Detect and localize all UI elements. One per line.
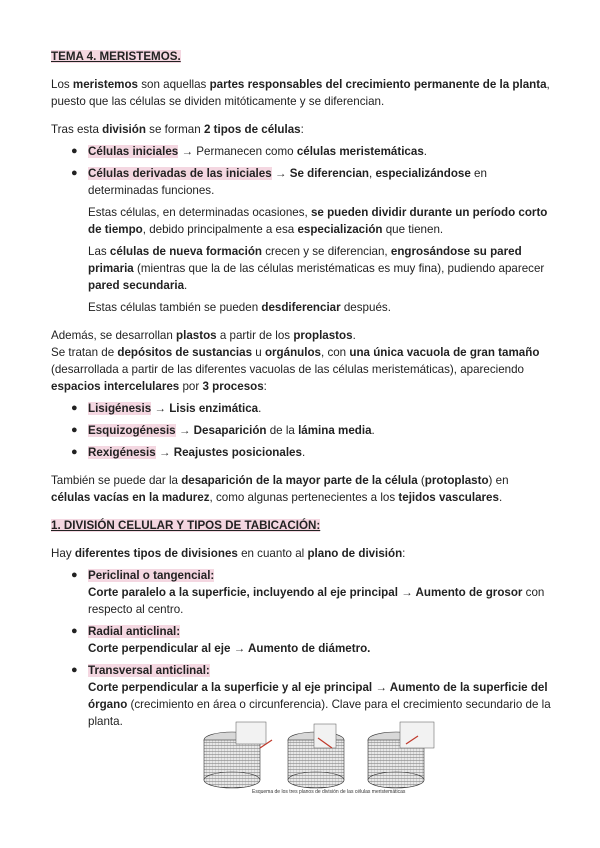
bold-text: Corte perpendicular a la superficie y al eje principal → Aumento de la superficie del órgano — [88, 681, 548, 711]
highlight-term: Rexigénesis — [88, 446, 156, 459]
text: Hay — [51, 547, 75, 560]
list-item — [51, 567, 551, 618]
document-page — [51, 48, 551, 730]
bullet-icon: ● — [71, 424, 78, 436]
list-item — [51, 165, 551, 199]
text: (mientras que la de las células meristématicas es muy fina), pudiendo aparecer — [133, 262, 545, 275]
page-title: TEMA 4. MERISTEMOS. — [51, 50, 181, 63]
text: También se puede dar la — [51, 474, 182, 487]
bullet-icon: ● — [71, 145, 78, 157]
bold-text: Reajustes posicionales — [173, 446, 302, 459]
bold-text: especialización — [297, 223, 383, 236]
text: , puesto que las células se dividen mitóticamente y se diferencian. — [51, 78, 550, 108]
text: . — [258, 402, 262, 415]
bold-text: células vacías en la madurez — [51, 491, 210, 504]
periclinal-cylinder-illustration — [204, 722, 272, 788]
arrow: → — [271, 167, 290, 180]
text: u — [252, 346, 265, 359]
bold-text: depósitos de sustancias — [117, 346, 253, 359]
list-item — [51, 143, 551, 160]
text: . — [301, 446, 306, 459]
bold-text: protoplasto — [424, 474, 489, 487]
derivadas-paragraph-2 — [51, 243, 551, 294]
text: con respecto al centro. — [88, 586, 545, 616]
bold-text: Se diferencian — [289, 167, 369, 180]
highlight-term: Radial anticlinal: — [88, 625, 181, 638]
text: . — [498, 491, 503, 504]
text: . — [184, 279, 188, 292]
text: después. — [340, 301, 391, 314]
section-intro — [51, 545, 551, 562]
bold-text: plano de división — [307, 547, 403, 560]
text: Además, se desarrollan — [51, 329, 177, 342]
text: Estas células también se pueden — [88, 301, 262, 314]
text: Tras esta — [51, 123, 103, 136]
highlight-term: Periclinal o tangencial: — [88, 569, 215, 582]
text: . — [352, 329, 356, 342]
bold-text: Lisis enzimática — [169, 402, 259, 415]
list-item — [51, 422, 551, 439]
text: (desarrollada a partir de las diferentes vacuolas de las células meristemáticas), apareciendo — [51, 363, 525, 376]
highlight-term: Células iniciales — [88, 145, 179, 158]
bullet-icon: ● — [71, 167, 78, 179]
bold-text: engrosándose su pared primaria — [88, 245, 522, 275]
list-item — [51, 444, 551, 461]
highlight-term: Transversal anticlinal: — [88, 664, 210, 677]
bold-text: Corte perpendicular al eje → Aumento de diámetro. — [88, 642, 371, 655]
text: ( — [417, 474, 425, 487]
bold-text: lámina media — [298, 424, 372, 437]
text: . — [371, 424, 375, 437]
intro-paragraph — [51, 76, 551, 110]
plastos-paragraph — [51, 327, 551, 395]
radial-cylinder-illustration — [288, 724, 344, 788]
text: Permanecen como — [196, 145, 297, 158]
transversal-cylinder-illustration — [368, 722, 434, 788]
desaparicion-paragraph — [51, 472, 551, 506]
text: son aquellas — [138, 78, 210, 91]
bold-text: meristemos — [72, 78, 139, 91]
bold-text: proplastos — [293, 329, 353, 342]
text: en cuanto al — [237, 547, 308, 560]
division-paragraph — [51, 121, 551, 138]
text: a partir de los — [216, 329, 294, 342]
text: crecen y se diferencian, — [261, 245, 391, 258]
bullet-icon: ● — [71, 625, 78, 637]
section-title: 1. DIVISIÓN CELULAR Y TIPOS DE TABICACIÓN: — [51, 519, 321, 532]
derivadas-paragraph-3 — [51, 299, 551, 316]
text: Estas células, en determinadas ocasiones, — [88, 206, 311, 219]
text: se forman — [145, 123, 204, 136]
text: , — [368, 167, 376, 180]
bullet-icon: ● — [71, 664, 78, 676]
bold-text: células de nueva formación — [109, 245, 262, 258]
list-item — [51, 623, 551, 657]
text: . — [423, 145, 428, 158]
procesos-list — [51, 400, 551, 461]
bold-text: una única vacuola de gran tamaño — [349, 346, 540, 359]
text: de la — [266, 424, 299, 437]
cell-types-list — [51, 143, 551, 199]
bold-text: desdiferenciar — [261, 301, 341, 314]
bold-text: 2 tipos de células — [203, 123, 301, 136]
bold-text: espacios intercelulares — [51, 380, 180, 393]
arrow: → — [151, 402, 170, 415]
text: que tienen. — [382, 223, 444, 236]
bold-text: especializándose — [375, 167, 471, 180]
bold-text: plastos — [176, 329, 217, 342]
text: en determinadas funciones. — [88, 167, 487, 197]
text: (crecimiento en área o circunferencia). Clave para el crecimiento secundario de la planta. — [88, 698, 551, 728]
highlight-term: Esquizogénesis — [88, 424, 176, 437]
bold-text: 3 procesos — [202, 380, 264, 393]
bold-text: diferentes tipos de divisiones — [74, 547, 238, 560]
text: , como algunas pertenecientes a los — [209, 491, 399, 504]
text: Los — [51, 78, 73, 91]
text: ) en — [488, 474, 509, 487]
text: , debido principalmente a esa — [142, 223, 298, 236]
bold-text: partes responsables del crecimiento permanente de la planta — [209, 78, 547, 91]
bold-text: tejidos vasculares — [398, 491, 499, 504]
list-item — [51, 400, 551, 417]
text: : — [300, 123, 304, 136]
text: : — [402, 547, 406, 560]
bold-text: desaparición de la mayor parte de la célula — [181, 474, 418, 487]
bullet-icon: ● — [71, 446, 78, 458]
bold-text: división — [102, 123, 146, 136]
division-types-list — [51, 567, 551, 730]
bold-text: se pueden dividir durante un período corto de tiempo — [88, 206, 548, 236]
bullet-icon: ● — [71, 569, 78, 581]
text: Las — [88, 245, 110, 258]
figure-caption: Esquema de los tres planos de división de las células meristemáticas — [252, 789, 406, 795]
arrow: → — [178, 145, 197, 158]
text: Se tratan de — [51, 346, 118, 359]
text: , con — [321, 346, 350, 359]
arrow: → — [155, 446, 174, 459]
derivadas-paragraph-1 — [51, 204, 551, 238]
arrow: → — [175, 424, 194, 437]
bold-text: pared secundaria — [88, 279, 185, 292]
bold-text: Desaparición — [193, 424, 267, 437]
text: : — [263, 380, 267, 393]
bold-text: Corte paralelo a la superficie, incluyendo al eje principal → Aumento de grosor — [88, 586, 523, 599]
text: por — [179, 380, 203, 393]
bold-text: células meristemáticas — [296, 145, 424, 158]
highlight-term: Lisigénesis — [88, 402, 152, 415]
bold-text: orgánulos — [264, 346, 321, 359]
bullet-icon: ● — [71, 402, 78, 414]
highlight-term: Células derivadas de las iniciales — [88, 167, 272, 180]
